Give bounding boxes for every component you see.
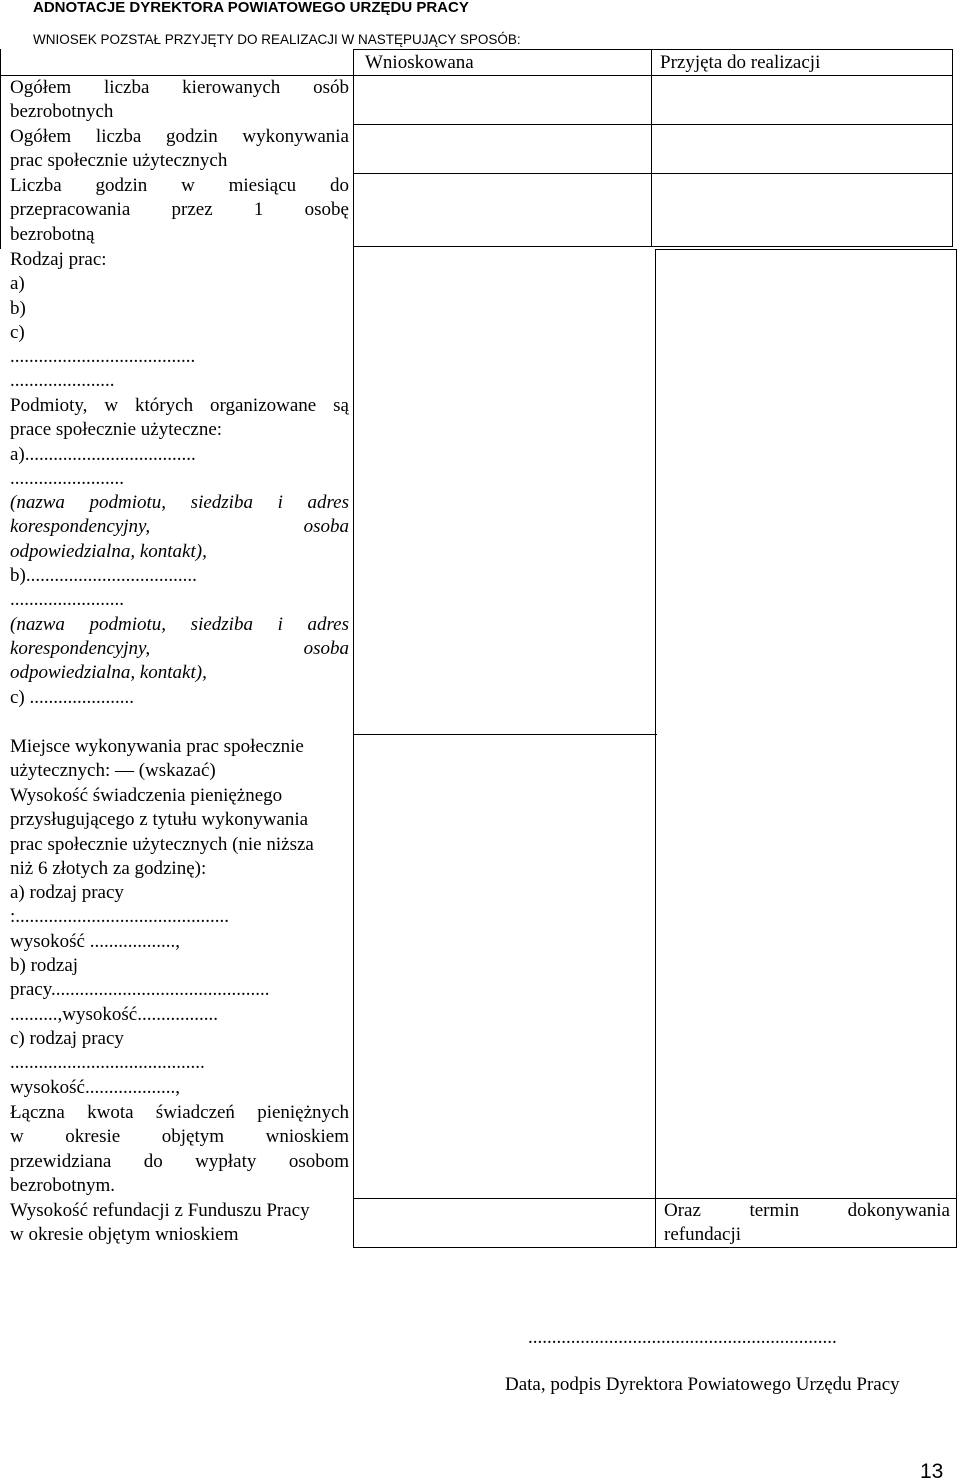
row-benefit-amount: Wysokość świadczenia pieniężnego przysługującego z tytułu wykonywania prac społecznie użytecznych (nie niższa niż 6 złotych za godzinę): a) rodzaj pracy :............................................. wysokość .................., b) rodzaj pracy.............................................. ..........,wysokość................. c) rodzaj pracy ......................................... wysokość..................., — [10, 785, 314, 1098]
form-title: ADNOTACJE DYREKTORA POWIATOWEGO URZĘDU PRACY — [33, 0, 469, 16]
column-header-accepted: Przyjęta do realizacji — [660, 52, 821, 73]
column-header-requested: Wnioskowana — [365, 52, 474, 73]
row-total-unemployed: Ogółem liczba kierowanych osób bezrobotnych — [10, 77, 349, 123]
row-monthly-hours: Liczba godzin w miesiącu do przepracowania przez 1 osobę bezrobotną — [10, 175, 349, 245]
row-work-types: Rodzaj prac: a) b) c) ....................................... ...................... — [10, 249, 196, 392]
refund-term: Oraz termin dokonywania refundacji — [664, 1200, 950, 1246]
signature-label: Data, podpis Dyrektora Powiatowego Urzędu Pracy — [505, 1374, 900, 1395]
row-work-place: Miejsce wykonywania prac społecznie użytecznych: ― (wskazać) — [10, 736, 304, 782]
row-entities: Podmioty, w których organizowane są prace społecznie użyteczne: a).................................... ........................ (nazwa podmiotu, siedziba i adres korespondencyjny, osoba odpowiedzialna, kontakt), b).................................... ........................ (nazwa podmiotu, siedziba i adres korespondencyjny, osoba odpowiedzialna, kontakt), c) ...................... — [10, 395, 349, 708]
row-refund-amount: Wysokość refundacji z Funduszu Pracy w okresie objętym wnioskiem — [10, 1200, 310, 1246]
form-subtitle: WNIOSEK POZSTAŁ PRZYJĘTY DO REALIZACJI W NASTĘPUJĄCY SPOSÓB: — [33, 32, 521, 47]
row-total-amount: Łączna kwota świadczeń pieniężnych w okresie objętym wnioskiem przewidziana do wypłaty osobom bezrobotnym. — [10, 1102, 349, 1196]
signature-line: ................................................................. — [528, 1327, 837, 1348]
row-total-hours: Ogółem liczba godzin wykonywania prac społecznie użytecznych — [10, 126, 349, 172]
page-number: 13 — [920, 1460, 944, 1483]
